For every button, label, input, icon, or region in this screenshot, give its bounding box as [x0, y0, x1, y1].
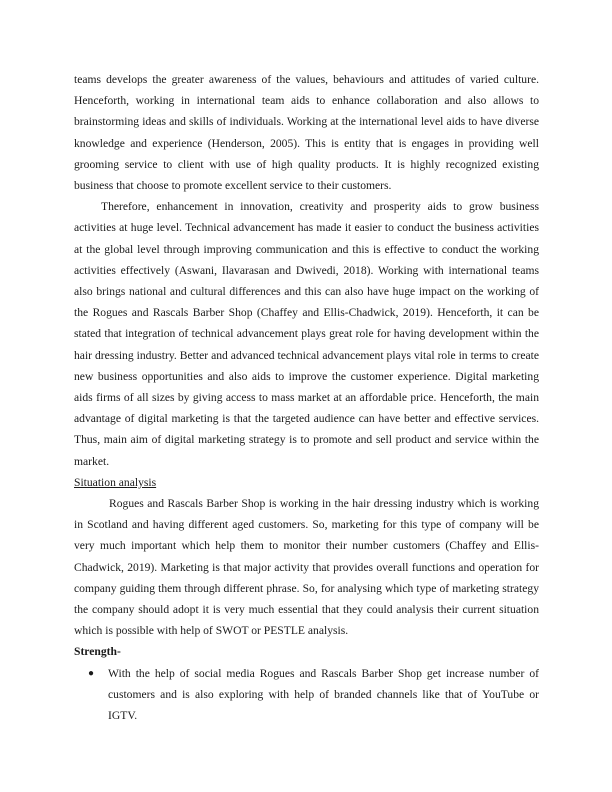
heading-situation-analysis: Situation analysis: [74, 475, 157, 489]
document-body: [74, 69, 539, 726]
strength-list: [74, 663, 539, 727]
bullet-icon: ●: [88, 667, 95, 679]
list-item-text: With the help of social media Rogues and Rascals Barber Shop get increase number of customers and is also exploring with help of branded channels like that of YouTube or IGTV.: [108, 666, 539, 723]
paragraph-technical-advancement: Therefore, enhancement in innovation, creativity and prosperity aids to grow business activities at huge level. Technical advancement has made it easier to conduct the business activities at the global level through improving communication and this is effective to conduct the working activities effectively (Aswani, Ilavarasan and Dwivedi, 2018). Working with international teams also brings national and cultural differences and this can also have huge impact on the working of the Rogues and Rascals Barber Shop (Chaffey and Ellis-Chadwick, 2019). Henceforth, it can be stated that integration of technical advancement plays great role for having development within the hair dressing industry. Better and advanced technical advancement plays vital role in terms to create new business opportunities and also aids to improve the customer experience. Digital marketing aids firms of all sizes by giving access to mass market at an affordable price. Henceforth, the main advantage of digital marketing is that the targeted audience can have better and effective services. Thus, main aim of digital marketing strategy is to promote and sell product and service within the market.: [74, 200, 539, 468]
heading-strength: Strength-: [74, 645, 121, 659]
paragraph-situation-analysis: Rogues and Rascals Barber Shop is working in the hair dressing industry which is working in Scotland and having different aged customers. So, marketing for this type of company will be very much important which help them to monitor their number customers (Chaffey and Ellis-Chadwick, 2019). Marketing is that major activity that provides overall functions and operation for company guiding them through different phrase. So, for analysing which type of marketing strategy the company should adopt it is very much essential that they could analysis their current situation which is possible with help of SWOT or PESTLE analysis.: [74, 497, 539, 638]
paragraph-teams-culture: teams develops the greater awareness of the values, behaviours and attitudes of varied culture. Henceforth, working in international team aids to enhance collaboration and also allows to brainstorming ideas and skills of individuals. Working at the international level aids to have diverse knowledge and experience (Henderson, 2005). This is entity that is engages in providing well grooming service to client with use of high quality products. It is highly recognized existing business that choose to promote excellent service to their customers.: [74, 73, 539, 193]
list-item: [74, 663, 539, 727]
